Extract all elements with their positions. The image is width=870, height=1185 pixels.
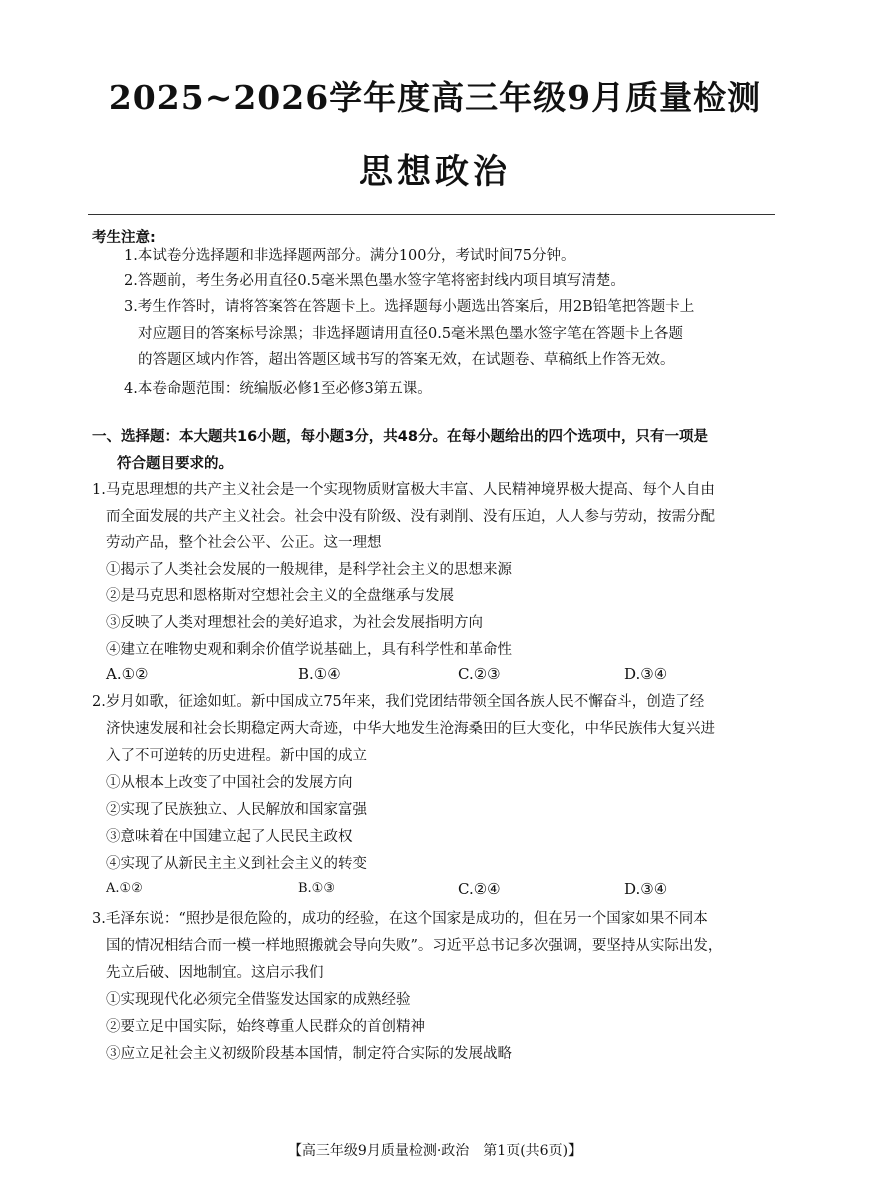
q3-stem: 先立后破、因地制宜。这启示我们 (106, 965, 324, 981)
q2-option-d: D.③④ (624, 880, 668, 898)
notice-item: 的答题区域内作答，超出答题区域书写的答案无效，在试题卷、草稿纸上作答无效。 (138, 352, 675, 368)
q3-stem: 国的情况相结合而一模一样地照搬就会导向失败”。习近平总书记多次强调，要坚持从实际出发， (106, 938, 723, 954)
q1-option-b: B.①④ (298, 665, 341, 683)
notice-heading: 考生注意: (92, 230, 156, 246)
notice-item: 1.本试卷分选择题和非选择题两部分。满分100分，考试时间75分钟。 (124, 248, 576, 264)
q2-item: ②实现了民族独立、人民解放和国家富强 (106, 802, 367, 818)
q1-item: ④建立在唯物史观和剩余价值学说基础上，具有科学性和革命性 (106, 642, 512, 658)
q3-item: ②要立足中国实际，始终尊重人民群众的首创精神 (106, 1019, 425, 1035)
q1-item: ①揭示了人类社会发展的一般规律，是科学社会主义的思想来源 (106, 562, 512, 578)
q2-option-b: B.①③ (298, 881, 335, 896)
header-divider (88, 214, 775, 215)
notice-item: 3.考生作答时，请将答案答在答题卡上。选择题每小题选出答案后，用2B铅笔把答题卡上 (124, 299, 695, 315)
notice-item: 4.本卷命题范围：统编版必修1至必修3第五课。 (124, 381, 432, 397)
q1-stem: 而全面发展的共产主义社会。社会中没有阶级、没有剥削、没有压迫，人人参与劳动，按需分配 (106, 509, 715, 525)
q1-stem: 1.马克思理想的共产主义社会是一个实现物质财富极大丰富、人民精神境界极大提高、每个人自由 (92, 482, 715, 498)
notice-item: 对应题目的答案标号涂黑；非选择题请用直径0.5毫米黑色墨水签字笔在答题卡上各题 (138, 326, 684, 342)
q2-item: ①从根本上改变了中国社会的发展方向 (106, 775, 353, 791)
q2-stem: 入了不可逆转的历史进程。新中国的成立 (106, 748, 367, 764)
section-heading: 一、选择题：本大题共16小题，每小题3分，共48分。在每小题给出的四个选项中，只有一项是 (92, 429, 708, 445)
q1-item: ③反映了人类对理想社会的美好追求，为社会发展指明方向 (106, 615, 483, 631)
q1-option-c: C.②③ (458, 665, 501, 683)
exam-title: 2025~2026学年度高三年级9月质量检测 (108, 78, 762, 117)
q2-item: ③意味着在中国建立起了人民民主政权 (106, 829, 353, 845)
q1-item: ②是马克思和恩格斯对空想社会主义的全盘继承与发展 (106, 588, 454, 604)
q3-item: ③应立足社会主义初级阶段基本国情，制定符合实际的发展战略 (106, 1046, 512, 1062)
q1-option-a: A.①② (106, 665, 149, 683)
q1-stem: 劳动产品，整个社会公平、公正。这一理想 (106, 535, 382, 551)
notice-item: 2.答题前，考生务必用直径0.5毫米黑色墨水签字笔将密封线内项目填写清楚。 (124, 273, 625, 289)
q3-item: ①实现现代化必须完全借鉴发达国家的成熟经验 (106, 992, 411, 1008)
q3-stem: 3.毛泽东说：“照抄是很危险的，成功的经验，在这个国家是成功的，但在另一个国家如果不同本 (92, 911, 708, 927)
section-heading-cont: 符合题目要求的。 (117, 456, 233, 472)
q2-option-c: C.②④ (458, 880, 501, 898)
q2-item: ④实现了从新民主主义到社会主义的转变 (106, 856, 367, 872)
q1-option-d: D.③④ (624, 665, 668, 683)
page-footer: 【高三年级9月质量检测·政治 第1页(共6页)】 (287, 1143, 583, 1159)
q2-option-a: A.①② (106, 881, 143, 896)
q2-stem: 济快速发展和社会长期稳定两大奇迹，中华大地发生沧海桑田的巨大变化，中华民族伟大复兴进 (106, 721, 715, 737)
subject-title: 思想政治 (359, 152, 511, 192)
q2-stem: 2.岁月如歌，征途如虹。新中国成立75年来，我们党团结带领全国各族人民不懈奋斗，创造了经 (92, 694, 705, 710)
